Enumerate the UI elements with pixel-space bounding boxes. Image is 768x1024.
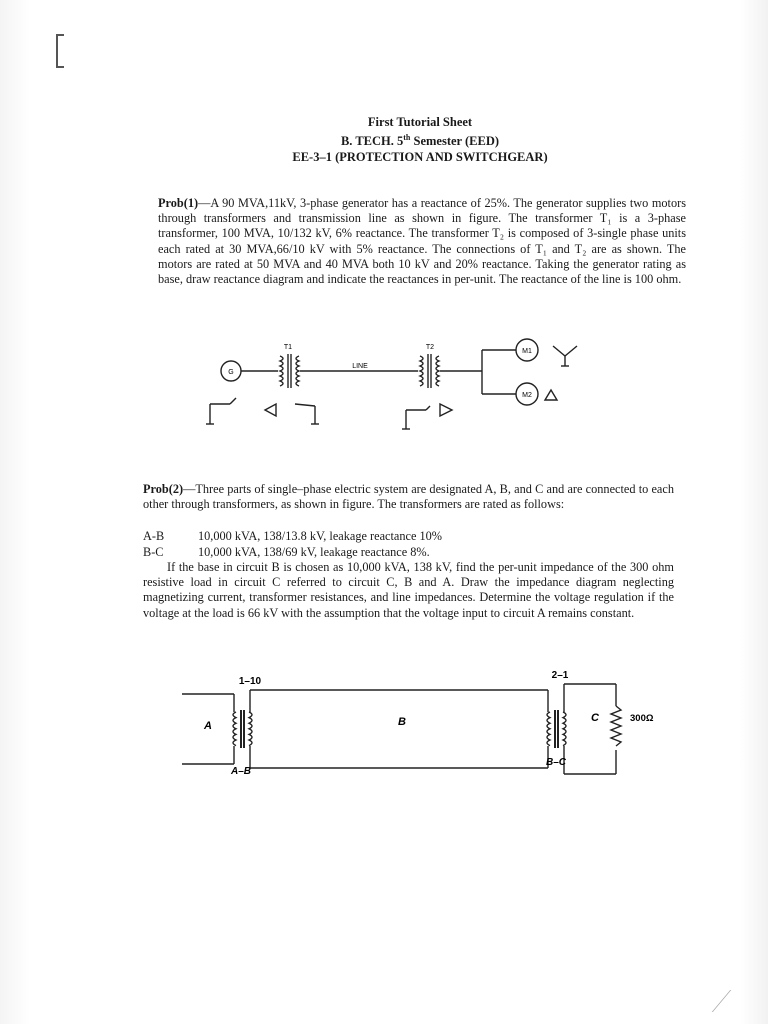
t1-secondary-coil [296, 356, 299, 386]
motor-2-delta-icon [545, 390, 557, 400]
load-value-label: 300Ω [630, 713, 654, 724]
problem-2-label: Prob(2) [143, 482, 184, 496]
transformer-ab-secondary-coil [249, 712, 252, 746]
document-header [150, 114, 690, 165]
circuit-a-label: A [204, 720, 212, 732]
header-subject: EE-3–1 (PROTECTION AND SWITCHGEAR) [292, 150, 548, 165]
t1-primary-coil [280, 356, 283, 386]
problem-1-text [158, 196, 686, 287]
generator-grounded-wye-icon [206, 398, 236, 424]
transformer-name: A-B [143, 529, 165, 543]
transformer-ab-label: A–B [230, 766, 252, 777]
t2-label: T2 [425, 344, 435, 351]
transformer-ab-primary-coil [233, 712, 236, 746]
header-course-text: B. TECH. 5 [340, 134, 404, 149]
figure-2-three-circuit-diagram [178, 668, 658, 778]
t2-primary-coil [420, 356, 423, 386]
problem-2-body: —Three parts of single–phase electric system are designated A, B, and C and are connected to each other through transformers, as shown in figure. The transformers are rated as follows: [143, 482, 674, 512]
transformer-bc-secondary-coil [563, 712, 566, 746]
transformer-spec: 10,000 kVA, 138/13.8 kV, leakage reactance 10% [198, 529, 443, 543]
header-title: First Tutorial Sheet [367, 115, 473, 129]
t1-label: T1 [283, 344, 293, 351]
t1-delta-icon [265, 404, 276, 416]
transformer-bc-label: B–C [545, 757, 567, 768]
transformer-bc-primary-coil [547, 712, 550, 746]
line-label: LINE [352, 363, 368, 370]
transformer-row-bc [143, 545, 430, 560]
load-resistor-icon [611, 706, 621, 746]
problem-1-body: —A 90 MVA,11kV, 3-phase generator has a reactance of 25%. The generator supplies two motors through transformers and transmission line as shown in figure. The transformer T₁ is a 3-phase transformer, 100 MVA, 10/132 kV, 6% reactance. The transformer T₂ is composed of 3-single phase units each rated at 30 MVA,66/10 kV with 5% reactance. The connections of T₁ and T₂ are as shown. The motors are rated at 50 MVA and 40 MVA both 10 kV and 20% reactance. Taking the generator rating as base, draw reactance diagram and indicate the reactances in per-unit. The reactance of the line is 100 ohm. [158, 196, 686, 287]
t1-grounded-wye-icon [295, 404, 319, 424]
generator-label: G [228, 369, 234, 376]
motor-1-grounded-wye-icon [553, 346, 577, 366]
t2-delta-icon [440, 404, 452, 416]
margin-bracket-mark [56, 34, 64, 68]
transformer-spec: 10,000 kVA, 138/69 kV, leakage reactance 8%. [198, 545, 430, 559]
t2-secondary-coil [436, 356, 439, 386]
transformer-row-ab [143, 529, 442, 544]
header-course-suffix: Semester (EED) [410, 134, 500, 149]
circuit-b-label: B [398, 716, 406, 728]
circuit-c-label: C [591, 712, 599, 724]
motor-2-label: M2 [522, 392, 532, 399]
header-course-line [150, 130, 690, 149]
problem-2-text-continued: If the base in circuit B is chosen as 10,000 kVA, 138 kV, find the per-unit impedance of the 300 ohm resistive load in circuit C referred to circuit C, B and A. Draw the impedance diagram neglecting magnetizing current, transformer resistances, and line impedances. Determine the voltage regulation if the voltage at the load is 66 kV with the assumption that the voltage input to circuit A remains constant. [143, 560, 674, 620]
problem-1-label: Prob(1) [158, 196, 199, 210]
t2-grounded-wye-icon [402, 406, 430, 429]
problem-2-text [143, 482, 674, 512]
transformer-bc-ratio: 2–1 [551, 670, 569, 681]
transformer-ab-ratio: 1–10 [238, 676, 262, 687]
header-course-sup: th [403, 133, 411, 142]
figure-1-single-line-diagram [200, 334, 600, 434]
transformer-name: B-C [143, 545, 164, 559]
motor-1-label: M1 [522, 348, 532, 355]
